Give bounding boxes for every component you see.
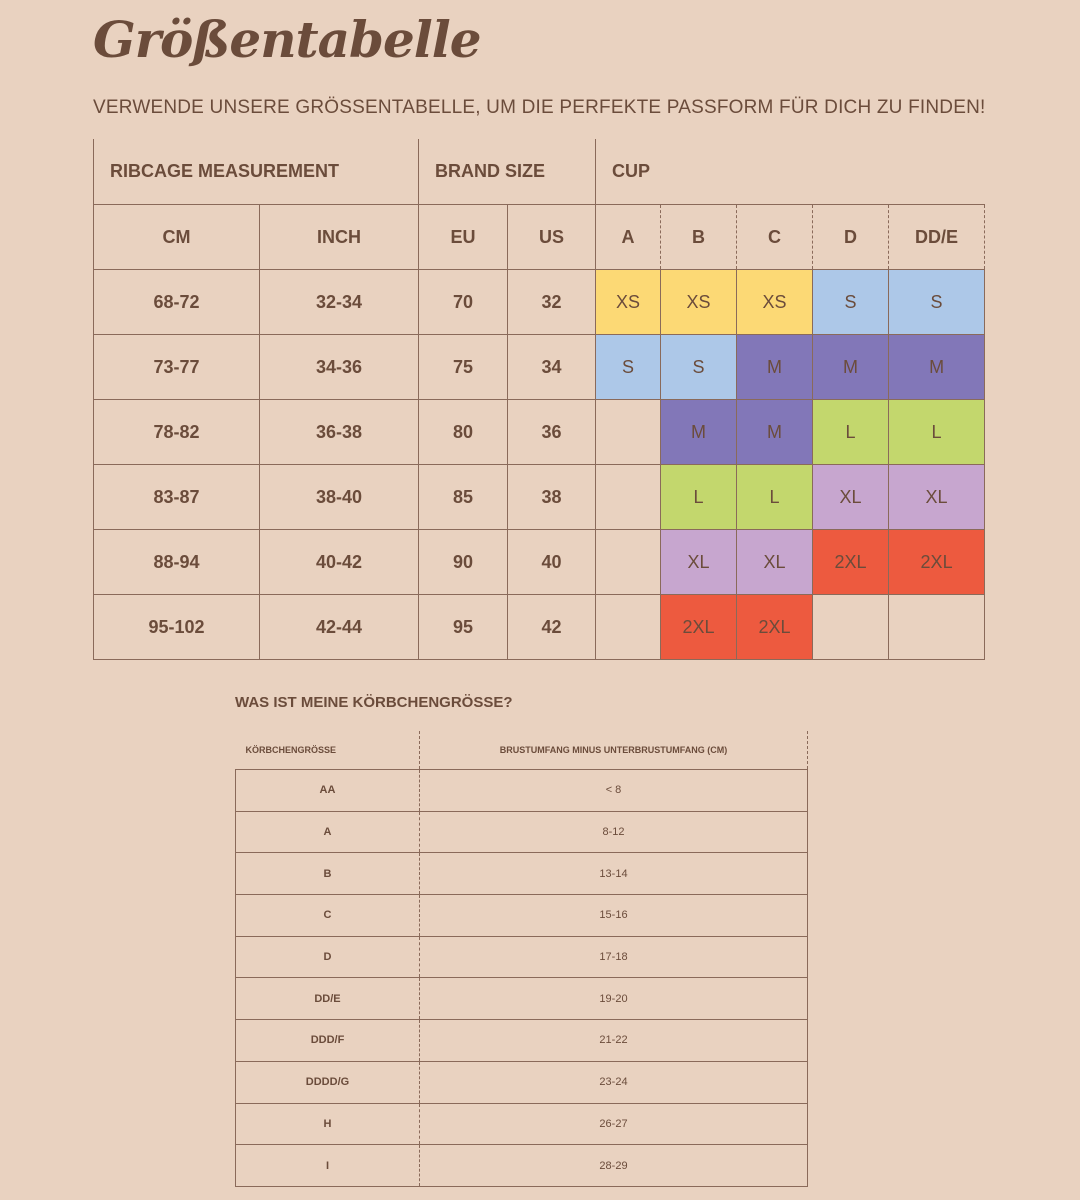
cup-size-cell — [596, 595, 661, 660]
cup-size-cell: XS — [661, 270, 737, 335]
cup-size-difference: < 8 — [420, 770, 808, 812]
size-cell-inch: 34-36 — [260, 335, 419, 400]
cup-size-heading: WAS IST MEINE KÖRBCHENGRÖSSE? — [235, 694, 513, 711]
size-chart-body — [94, 270, 985, 660]
cup-row — [236, 1061, 808, 1103]
size-cell-eu: 90 — [419, 530, 508, 595]
cup-size-cell: L — [813, 400, 889, 465]
size-cell-cm: 83-87 — [94, 465, 260, 530]
size-cell-eu: 85 — [419, 465, 508, 530]
size-cell-cm: 73-77 — [94, 335, 260, 400]
column-header-cup-a: A — [596, 205, 661, 270]
size-row — [94, 465, 985, 530]
size-cell-eu: 80 — [419, 400, 508, 465]
size-row — [94, 530, 985, 595]
cup-size-cell: S — [661, 335, 737, 400]
cup-size-cell: M — [737, 335, 813, 400]
cup-size-label: C — [236, 895, 420, 937]
size-cell-inch: 42-44 — [260, 595, 419, 660]
column-header-cup-c: C — [737, 205, 813, 270]
group-header-ribcage: RIBCAGE MEASUREMENT — [94, 139, 419, 205]
size-cell-cm: 68-72 — [94, 270, 260, 335]
size-cell-inch: 32-34 — [260, 270, 419, 335]
cup-row — [236, 1020, 808, 1062]
cup-size-table — [235, 731, 808, 1187]
cup-size-cell: S — [813, 270, 889, 335]
column-header-cup-size: KÖRBCHENGRÖSSE — [236, 731, 420, 770]
cup-size-cell: 2XL — [813, 530, 889, 595]
cup-row — [236, 936, 808, 978]
size-chart-table — [93, 139, 985, 660]
size-row — [94, 400, 985, 465]
size-cell-us: 36 — [508, 400, 596, 465]
cup-size-cell — [813, 595, 889, 660]
cup-size-difference: 17-18 — [420, 936, 808, 978]
size-cell-us: 32 — [508, 270, 596, 335]
cup-size-cell: S — [889, 270, 985, 335]
cup-row — [236, 895, 808, 937]
cup-size-label: H — [236, 1103, 420, 1145]
cup-size-cell: L — [661, 465, 737, 530]
cup-size-cell: XL — [737, 530, 813, 595]
size-cell-eu: 75 — [419, 335, 508, 400]
page-subtitle: VERWENDE UNSERE GRÖSSENTABELLE, UM DIE PERFEKTE PASSFORM FÜR DICH ZU FINDEN! — [93, 97, 986, 118]
page-title: Größentabelle — [93, 10, 481, 69]
size-cell-inch: 38-40 — [260, 465, 419, 530]
cup-size-difference: 15-16 — [420, 895, 808, 937]
size-cell-inch: 40-42 — [260, 530, 419, 595]
column-header-cup-d: D — [813, 205, 889, 270]
cup-size-cell: XS — [596, 270, 661, 335]
cup-size-cell: M — [813, 335, 889, 400]
size-row — [94, 270, 985, 335]
cup-size-label: AA — [236, 770, 420, 812]
cup-size-difference: 28-29 — [420, 1145, 808, 1187]
column-header-us: US — [508, 205, 596, 270]
column-header-inch: INCH — [260, 205, 419, 270]
group-header-brand-size: BRAND SIZE — [419, 139, 596, 205]
size-cell-eu: 95 — [419, 595, 508, 660]
cup-size-label: D — [236, 936, 420, 978]
column-header-difference: BRUSTUMFANG MINUS UNTERBRUSTUMFANG (CM) — [420, 731, 808, 770]
size-cell-us: 38 — [508, 465, 596, 530]
cup-size-difference: 23-24 — [420, 1061, 808, 1103]
cup-size-cell: XL — [813, 465, 889, 530]
cup-size-label: I — [236, 1145, 420, 1187]
cup-size-body — [236, 770, 808, 1187]
cup-size-difference: 8-12 — [420, 811, 808, 853]
size-cell-cm: 95-102 — [94, 595, 260, 660]
column-header-eu: EU — [419, 205, 508, 270]
cup-size-cell: L — [889, 400, 985, 465]
size-cell-us: 40 — [508, 530, 596, 595]
cup-size-cell — [889, 595, 985, 660]
cup-size-cell: XL — [889, 465, 985, 530]
cup-size-cell: M — [661, 400, 737, 465]
cup-size-cell: 2XL — [889, 530, 985, 595]
cup-size-cell: 2XL — [661, 595, 737, 660]
size-cell-inch: 36-38 — [260, 400, 419, 465]
cup-row — [236, 770, 808, 812]
group-header-cup: CUP — [596, 139, 985, 205]
cup-row — [236, 853, 808, 895]
cup-size-label: DDDD/G — [236, 1061, 420, 1103]
cup-size-difference: 21-22 — [420, 1020, 808, 1062]
cup-size-cell — [596, 400, 661, 465]
cup-size-cell: 2XL — [737, 595, 813, 660]
cup-size-difference: 19-20 — [420, 978, 808, 1020]
size-cell-cm: 78-82 — [94, 400, 260, 465]
column-header-cm: CM — [94, 205, 260, 270]
column-header-cup-dde: DD/E — [889, 205, 985, 270]
cup-size-cell: M — [737, 400, 813, 465]
cup-size-cell: L — [737, 465, 813, 530]
cup-row — [236, 1103, 808, 1145]
cup-size-cell: XL — [661, 530, 737, 595]
cup-size-cell — [596, 465, 661, 530]
cup-size-label: DDD/F — [236, 1020, 420, 1062]
cup-row — [236, 811, 808, 853]
cup-row — [236, 978, 808, 1020]
cup-size-label: B — [236, 853, 420, 895]
cup-size-label: A — [236, 811, 420, 853]
cup-size-cell — [596, 530, 661, 595]
cup-row — [236, 1145, 808, 1187]
size-row — [94, 335, 985, 400]
size-cell-eu: 70 — [419, 270, 508, 335]
cup-size-difference: 13-14 — [420, 853, 808, 895]
cup-size-difference: 26-27 — [420, 1103, 808, 1145]
size-row — [94, 595, 985, 660]
cup-size-label: DD/E — [236, 978, 420, 1020]
cup-size-cell: S — [596, 335, 661, 400]
size-cell-us: 42 — [508, 595, 596, 660]
cup-size-cell: M — [889, 335, 985, 400]
column-header-cup-b: B — [661, 205, 737, 270]
size-cell-us: 34 — [508, 335, 596, 400]
cup-size-cell: XS — [737, 270, 813, 335]
size-cell-cm: 88-94 — [94, 530, 260, 595]
